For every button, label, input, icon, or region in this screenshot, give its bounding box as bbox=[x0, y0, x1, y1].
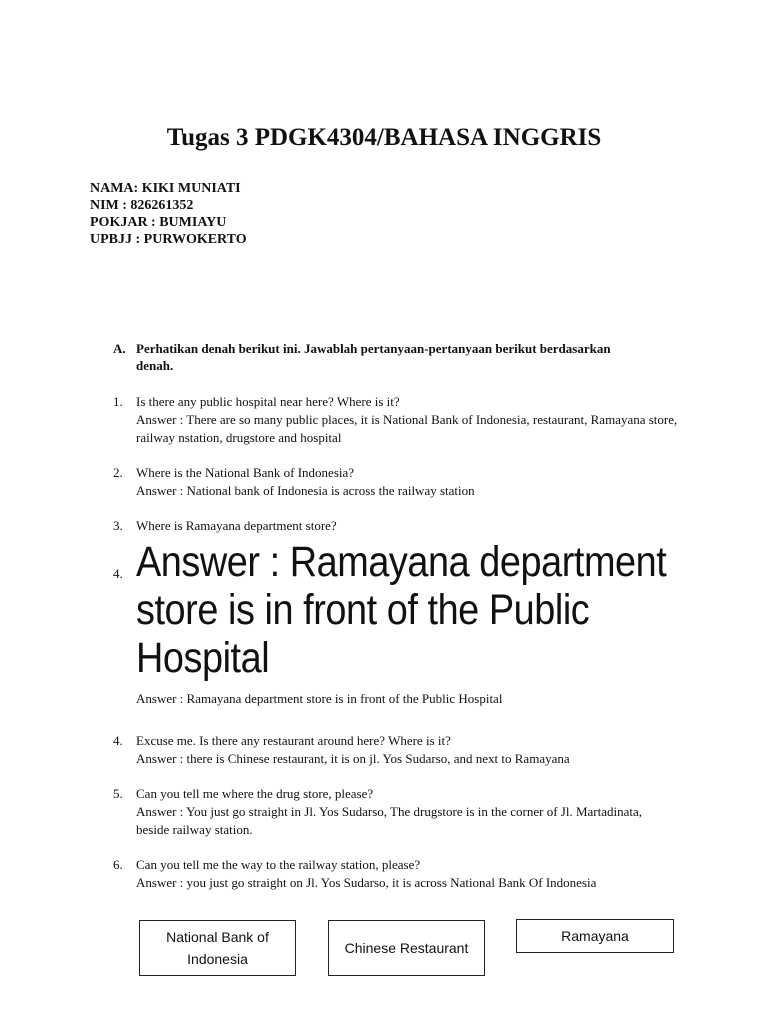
answer-text: Answer : National bank of Indonesia is across the railway station bbox=[136, 483, 475, 498]
answer-text: Answer : you just go straight on Jl. Yos Sudarso, it is across National Bank Of Indonesia bbox=[136, 875, 597, 890]
student-nim: NIM : 826261352 bbox=[90, 198, 194, 213]
question-item-4-large bbox=[113, 538, 733, 708]
item-number: 4. bbox=[113, 566, 123, 581]
map-box-chinese-restaurant: Chinese Restaurant bbox=[328, 920, 485, 976]
document-title: Tugas 3 PDGK4304/BAHASA INGGRIS bbox=[166, 124, 602, 151]
section-instruction bbox=[113, 340, 633, 374]
item-number: 4. bbox=[113, 733, 123, 748]
question-item-2 bbox=[113, 464, 713, 500]
answer-text: Answer : You just go straight in Jl. Yos Sudarso, The drugstore is in the corner of Jl. Martadinata, beside railway station. bbox=[136, 804, 643, 837]
section-letter: A. bbox=[113, 341, 126, 356]
question-item-5 bbox=[113, 785, 673, 839]
map-box-national-bank: National Bank of Indonesia bbox=[139, 920, 296, 976]
item-number: 5. bbox=[113, 786, 123, 801]
section-text: Perhatikan denah berikut ini. Jawablah pertanyaan-pertanyaan berikut berdasarkan denah. bbox=[136, 341, 611, 373]
question-text: Can you tell me where the drug store, please? bbox=[136, 786, 374, 801]
question-text: Can you tell me the way to the railway station, please? bbox=[136, 857, 421, 872]
question-item-6 bbox=[113, 856, 713, 892]
item-number: 6. bbox=[113, 857, 123, 872]
question-item-4 bbox=[113, 732, 713, 768]
student-pokjar: POKJAR : BUMIAYU bbox=[90, 215, 227, 230]
question-text: Excuse me. Is there any restaurant around here? Where is it? bbox=[136, 733, 451, 748]
student-name: NAMA: KIKI MUNIATI bbox=[90, 181, 241, 196]
item-number: 2. bbox=[113, 465, 123, 480]
answer-text: Answer : there is Chinese restaurant, it is on jl. Yos Sudarso, and next to Ramayana bbox=[136, 751, 570, 766]
question-item-3 bbox=[113, 517, 713, 535]
question-text: Is there any public hospital near here? Where is it? bbox=[136, 394, 400, 409]
question-text: Where is Ramayana department store? bbox=[136, 518, 337, 533]
answer-text: Answer : Ramayana department store is in front of the Public Hospital bbox=[136, 691, 503, 706]
student-info bbox=[90, 180, 247, 248]
question-text: Where is the National Bank of Indonesia? bbox=[136, 465, 355, 480]
map-box-ramayana: Ramayana bbox=[516, 919, 674, 953]
question-item-1 bbox=[113, 393, 713, 447]
large-answer-text: Answer : Ramayana department store is in front of the Public Hospital bbox=[136, 538, 667, 682]
item-number: 1. bbox=[113, 394, 123, 409]
student-upbjj: UPBJJ : PURWOKERTO bbox=[90, 232, 247, 247]
item-number: 3. bbox=[113, 518, 123, 533]
answer-text: Answer : There are so many public places, it is National Bank of Indonesia, restaurant, Ramayana store, railway nstation, drugstore and hospital bbox=[136, 412, 678, 445]
